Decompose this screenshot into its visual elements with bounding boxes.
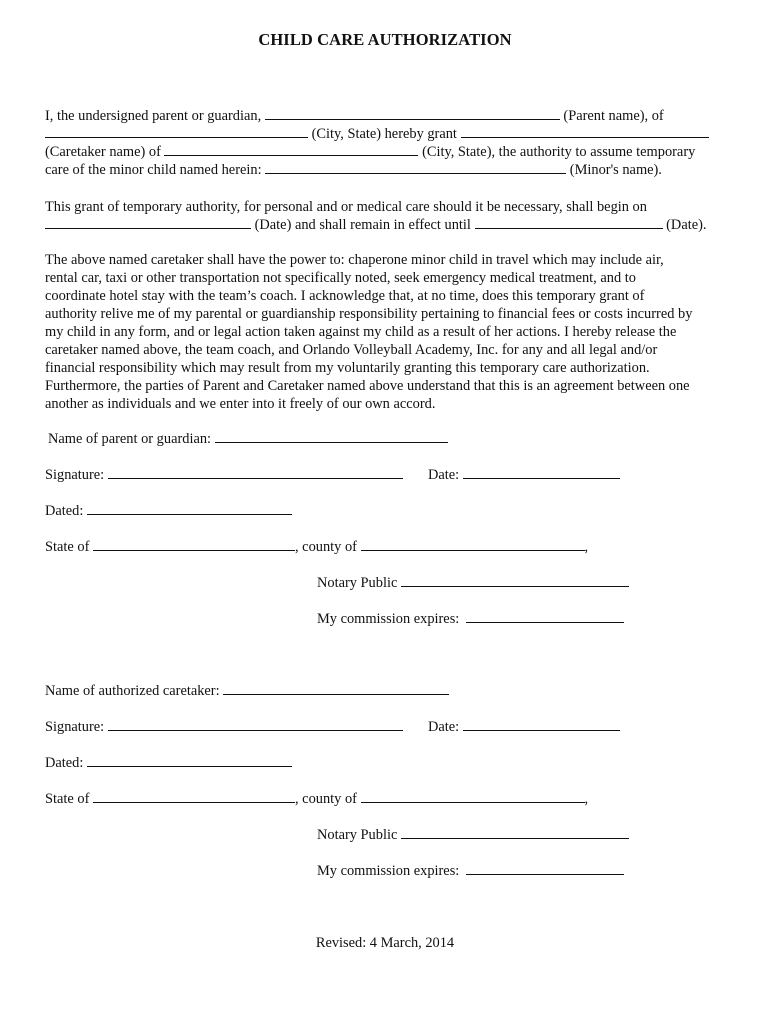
grant-line: This grant of temporary authority, for personal and or medical care should it be necessary, shall begin on	[45, 199, 647, 215]
end-date-blank[interactable]	[475, 217, 663, 229]
powers-line: Furthermore, the parties of Parent and Caretaker named above understand that this is an agreement between one	[45, 378, 690, 394]
parent-dated-row	[45, 502, 292, 520]
caretaker-state-label: State of	[45, 791, 90, 807]
caretaker-dated-row	[45, 754, 292, 772]
powers-line: The above named caretaker shall have the power to: chaperone minor child in travel which may include air,	[45, 252, 664, 268]
caretaker-date-row	[428, 718, 620, 736]
parent-commission-blank[interactable]	[466, 611, 624, 623]
caretaker-commission-label: My commission expires:	[317, 863, 460, 879]
parent-name-line	[45, 107, 664, 125]
parent-city-caption: (City, State) hereby grant	[311, 126, 457, 142]
caretaker-county-comma: ,	[584, 791, 589, 807]
caretaker-signature-row	[45, 718, 403, 736]
caretaker-city-blank[interactable]	[164, 144, 418, 156]
caretaker-commission-blank[interactable]	[466, 863, 624, 875]
caretaker-notary-row	[317, 826, 629, 844]
caretaker-date-blank[interactable]	[463, 719, 620, 731]
parent-signature-blank[interactable]	[108, 467, 403, 479]
grant-dates-line	[45, 216, 707, 234]
caretaker-name-blank[interactable]	[461, 126, 709, 138]
powers-line: my child in any form, and or legal action taken against my child as a result of her actions. I hereby release the	[45, 324, 677, 340]
caretaker-notary-blank[interactable]	[401, 827, 629, 839]
parent-name-blank[interactable]	[265, 108, 560, 120]
caretaker-signature-label: Signature:	[45, 719, 105, 735]
parent-city-line	[45, 125, 709, 143]
parent-state-label: State of	[45, 539, 90, 555]
caretaker-state-county-row	[45, 790, 588, 808]
parent-state-blank[interactable]	[93, 539, 295, 551]
caretaker-print-name-label: Name of authorized caretaker:	[45, 683, 220, 699]
parent-notary-row	[317, 574, 629, 592]
caretaker-county-label: , county of	[294, 791, 357, 807]
caretaker-commission-row	[317, 862, 624, 880]
caretaker-print-name-blank[interactable]	[223, 683, 449, 695]
caretaker-city-line	[45, 143, 695, 161]
powers-line: caretaker named above, the team coach, and Orlando Volleyball Academy, Inc. for any and all legal and/or	[45, 342, 658, 358]
caretaker-signature-blank[interactable]	[108, 719, 403, 731]
parent-county-comma: ,	[584, 539, 589, 555]
parent-signature-label: Signature:	[45, 467, 105, 483]
begin-date-blank[interactable]	[45, 217, 251, 229]
parent-county-blank[interactable]	[361, 539, 585, 551]
revision-date: Revised: 4 March, 2014	[315, 935, 455, 951]
powers-line: another as individuals and we enter into it freely of our own accord.	[45, 396, 436, 412]
parent-signature-row	[45, 466, 403, 484]
parent-city-blank[interactable]	[45, 126, 308, 138]
parent-dated-label: Dated:	[45, 503, 84, 519]
parent-commission-label: My commission expires:	[317, 611, 460, 627]
caretaker-dated-label: Dated:	[45, 755, 84, 771]
caretaker-name-caption: (Caretaker name) of	[45, 144, 161, 160]
parent-print-name-label: Name of parent or guardian:	[48, 431, 212, 447]
parent-date-row	[428, 466, 620, 484]
begin-date-caption: (Date) and shall remain in effect until	[254, 217, 471, 233]
caretaker-state-blank[interactable]	[93, 791, 295, 803]
caretaker-county-blank[interactable]	[361, 791, 585, 803]
caretaker-city-caption: (City, State), the authority to assume temporary	[422, 144, 696, 160]
parent-dated-blank[interactable]	[87, 503, 292, 515]
parent-notary-blank[interactable]	[401, 575, 629, 587]
parent-state-county-row	[45, 538, 588, 556]
powers-line: authority relive me of my parental or guardianship responsibility pertaining to financial fees or costs incurred by	[45, 306, 693, 322]
powers-line: rental car, taxi or other transportation not specifically noted, seek emergency medical treatment, and to	[45, 270, 636, 286]
parent-commission-row	[317, 610, 624, 628]
parent-print-name-blank[interactable]	[215, 431, 448, 443]
minor-name-line	[45, 161, 662, 179]
minor-intro-text: care of the minor child named herein:	[45, 162, 262, 178]
parent-name-caption: (Parent name), of	[563, 108, 664, 124]
parent-notary-label: Notary Public	[317, 575, 398, 591]
end-date-caption: (Date).	[666, 217, 707, 233]
powers-line: coordinate hotel stay with the team’s coach. I acknowledge that, at no time, does this temporary grant of	[45, 288, 645, 304]
parent-date-label: Date:	[428, 467, 460, 483]
caretaker-dated-blank[interactable]	[87, 755, 292, 767]
parent-print-name-row	[48, 430, 448, 448]
caretaker-notary-label: Notary Public	[317, 827, 398, 843]
parent-county-label: , county of	[294, 539, 357, 555]
document-title: CHILD CARE AUTHORIZATION	[258, 30, 512, 49]
minor-name-blank[interactable]	[265, 162, 566, 174]
parent-date-blank[interactable]	[463, 467, 620, 479]
parent-intro-text: I, the undersigned parent or guardian,	[45, 108, 262, 124]
minor-name-caption: (Minor's name).	[569, 162, 662, 178]
caretaker-print-name-row	[45, 682, 449, 700]
powers-paragraph	[45, 251, 735, 413]
caretaker-date-label: Date:	[428, 719, 460, 735]
powers-line: financial responsibility which may result from my voluntarily granting this temporary care authorization.	[45, 360, 650, 376]
